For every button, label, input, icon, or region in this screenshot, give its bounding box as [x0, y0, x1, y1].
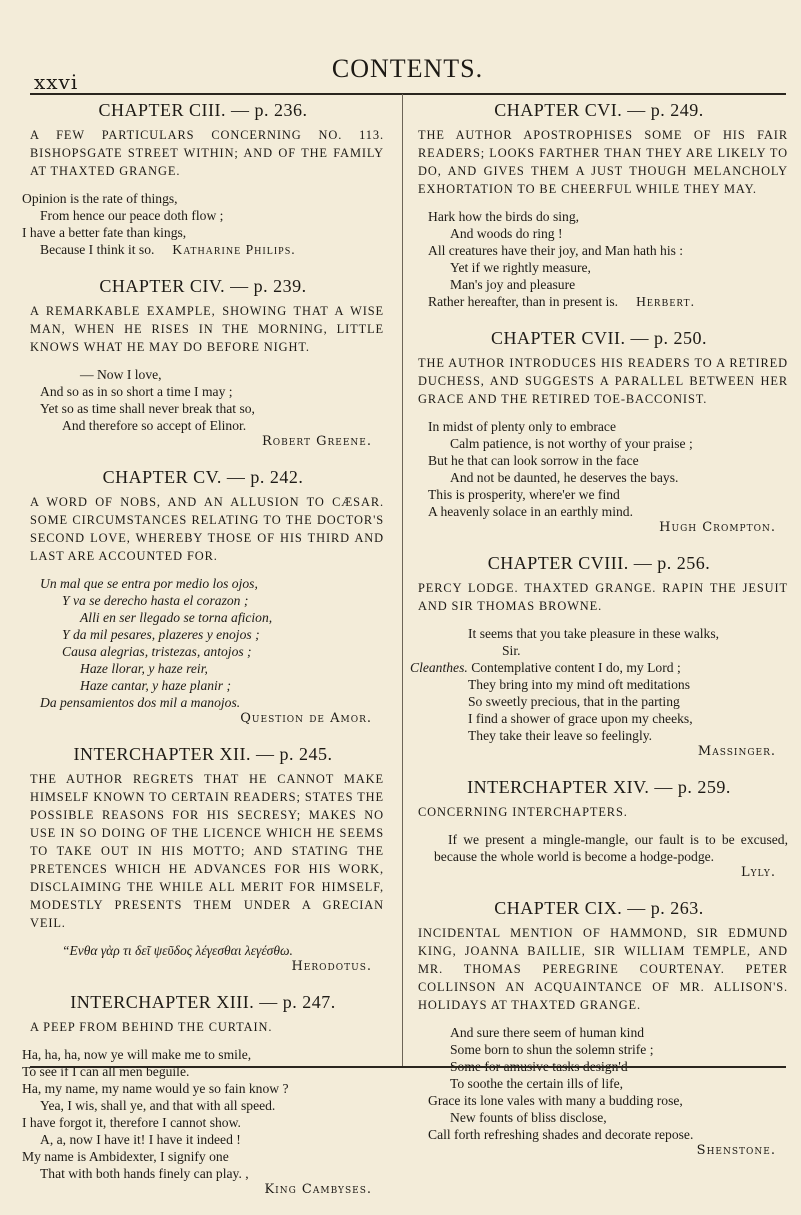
chapter-summary: THE AUTHOR REGRETS THAT HE CANNOT MAKE HIMSELF KNOWN TO CERTAIN READERS; STATES THE POSSIBLE REASONS FOR HIS SECRESY; MAKES NO USE IN SO DOING OF THE LICENCE WHICH HE SEEMS TO TAKE OUT IN HIS MOTTO; AND STATING THE PRETENCES WHICH HE ADVANCES FOR HIS WORK, DISCLAIMING THE WHILE ALL MERIT FOR HIMSELF, MODESTLY PRESENTS THEM UNDER A GRECIAN VEIL. — [30, 772, 384, 930]
verse-text: This is prosperity, where'er we find — [428, 487, 620, 502]
verse-text: Ha, my name, my name would ye so fain know ? — [22, 1081, 289, 1096]
verse-line — [22, 626, 384, 643]
chapter-section — [410, 553, 788, 759]
verse-line — [22, 609, 384, 626]
chapter-section — [22, 276, 384, 449]
verse-epigraph — [22, 575, 384, 711]
verse-text: — Now I love, — [80, 367, 162, 382]
verse-text: In midst of plenty only to embrace — [428, 419, 617, 434]
verse-text: My name is Ambidexter, I signify one — [22, 1149, 229, 1164]
greek-epigraph: “Ενθα γὰρ τι δεῖ ψεῦδος λέγεσθαι λεγέσθω. — [62, 943, 293, 958]
verse-line — [410, 1092, 788, 1109]
verse-text: Causa alegrias, tristezas, antojos ; — [62, 644, 252, 659]
verse-epigraph — [22, 366, 384, 434]
verse-line — [22, 400, 384, 417]
verse-text: Y va se derecho hasta el corazon ; — [62, 593, 249, 608]
verse-line — [22, 1114, 384, 1131]
verse-line — [410, 418, 788, 435]
verse-text: I have a better fate than kings, — [22, 225, 187, 240]
verse-text: Ha, ha, ha, now ye will make me to smile, — [22, 1047, 252, 1062]
verse-line — [22, 207, 384, 224]
verse-text: Call forth refreshing shades and decorate repose. — [428, 1127, 694, 1142]
dialogue-text: They bring into my mind oft meditations — [468, 677, 691, 692]
verse-text: Yet if we rightly measure, — [450, 260, 591, 275]
dialogue-text: It seems that you take pleasure in these walks, — [468, 626, 720, 641]
epigraph-attribution: Hugh Crompton. — [659, 520, 776, 535]
verse-text: A, a, now I have it! I have it indeed ! — [40, 1132, 241, 1147]
chapter-summary: CONCERNING INTERCHAPTERS. — [418, 805, 628, 819]
verse-line — [410, 242, 788, 259]
chapter-section — [22, 744, 384, 974]
verse-line — [22, 643, 384, 660]
verse-line — [22, 1148, 384, 1165]
running-head: CONTENTS. — [331, 54, 484, 83]
verse-text: Calm patience, is not worthy of your praise ; — [450, 436, 693, 451]
dialogue-text: Sir. — [502, 643, 521, 658]
bottom-rule — [30, 1066, 786, 1068]
verse-text: From hence our peace doth flow ; — [40, 208, 224, 223]
chapter-heading: INTERCHAPTER XII. — p. 245. — [73, 744, 333, 764]
verse-text: But he that can look sorrow in the face — [428, 453, 639, 468]
verse-line — [410, 276, 788, 293]
verse-text: All creatures have their joy, and Man hath his : — [428, 243, 684, 258]
verse-line — [22, 224, 384, 241]
verse-epigraph — [410, 1024, 788, 1143]
verse-line — [22, 575, 384, 592]
chapter-section — [22, 100, 384, 258]
verse-text: Some born to shun the solemn strife ; — [450, 1042, 654, 1057]
verse-line — [22, 677, 384, 694]
verse-text: Grace its lone vales with many a budding rose, — [428, 1093, 683, 1108]
epigraph-attribution: Lyly. — [740, 865, 776, 880]
right-column — [410, 100, 788, 1176]
verse-line — [410, 208, 788, 225]
column-divider — [402, 94, 403, 1066]
chapter-heading: CHAPTER CIII. — p. 236. — [98, 100, 308, 120]
chapter-heading: INTERCHAPTER XIII. — p. 247. — [70, 992, 336, 1012]
verse-text: Alli en ser llegado se torna aficion, — [80, 610, 273, 625]
top-rule — [30, 93, 786, 95]
chapter-summary: THE AUTHOR APOSTROPHISES SOME OF HIS FAIR READERS; LOOKS FARTHER THAN THEY ARE LIKELY TO DO, AND GIVES THEM A JUST THOUGH MELANCHOLY EXHORTATION TO BE CHEERFUL WHILE THEY MAY. — [418, 128, 788, 196]
verse-line — [410, 452, 788, 469]
verse-line — [22, 1080, 384, 1097]
verse-text: And sure there seem of human kind — [450, 1025, 645, 1040]
verse-line — [22, 694, 384, 711]
verse-line — [410, 1041, 788, 1058]
verse-text: Yea, I wis, shall ye, and that with all speed. — [40, 1098, 276, 1113]
verse-line — [22, 592, 384, 609]
epigraph-attribution: Question de Amor. — [240, 711, 372, 726]
dialogue-line — [410, 659, 788, 676]
chapter-section — [22, 992, 384, 1197]
chapter-summary: A WORD OF NOBS, AND AN ALLUSION TO CÆSAR. SOME CIRCUMSTANCES RELATING TO THE DOCTOR'S SECOND LOVE, WHEREBY THOSE OF HIS THIRD AND LAST ARE ACCOUNTED FOR. — [30, 495, 384, 563]
verse-line — [410, 225, 788, 242]
verse-line — [410, 435, 788, 452]
chapter-summary: A FEW PARTICULARS CONCERNING NO. 113. BISHOPSGATE STREET WITHIN; AND OF THE FAMILY AT THAXTED GRANGE. — [30, 128, 384, 178]
verse-text: New founts of bliss disclose, — [450, 1110, 607, 1125]
verse-line — [22, 1131, 384, 1148]
chapter-section — [410, 100, 788, 310]
verse-line — [410, 486, 788, 503]
chapter-heading: INTERCHAPTER XIV. — p. 259. — [467, 777, 731, 797]
verse-text: I have forgot it, therefore I cannot show. — [22, 1115, 241, 1130]
chapter-heading: CHAPTER CVIII. — p. 256. — [487, 553, 711, 573]
verse-line — [410, 1126, 788, 1143]
verse-text: A heavenly solace in an earthly mind. — [428, 504, 633, 519]
verse-text: Haze llorar, y haze reir, — [80, 661, 208, 676]
chapter-heading: CHAPTER CVII. — p. 250. — [490, 328, 707, 348]
dialogue-line — [410, 693, 788, 710]
verse-line — [22, 660, 384, 677]
epigraph-attribution: Katharine Philips. — [172, 242, 296, 257]
verse-text: Man's joy and pleasure — [450, 277, 576, 292]
verse-text: And therefore so accept of Elinor. — [62, 418, 247, 433]
page-header — [22, 50, 793, 94]
verse-text: Yet so as time shall never break that so, — [40, 401, 255, 416]
verse-text: That with both hands finely can play. , — [40, 1166, 249, 1181]
chapter-summary: INCIDENTAL MENTION OF HAMMOND, SIR EDMUND KING, JOANNA BAILLIE, SIR WILLIAM TEMPLE, AND MR. THOMAS PEREGRINE COURTENAY. PETER COLLINSON AN ACQUAINTANCE OF MR. ALLISON'S. HOLIDAYS AT THAXTED GRANGE. — [418, 926, 788, 1012]
dialogue-line — [410, 642, 788, 659]
epigraph-attribution: Herodotus. — [291, 959, 372, 974]
verse-line — [22, 366, 384, 383]
chapter-summary: THE AUTHOR INTRODUCES HIS READERS TO A RETIRED DUCHESS, AND SUGGESTS A PARALLEL BETWEEN HER GRACE AND THE RETIRED TOE-BACCONIST. — [418, 356, 788, 406]
page-number: xxvi — [34, 70, 79, 94]
chapter-heading: CHAPTER CV. — p. 242. — [102, 467, 304, 487]
chapter-summary: PERCY LODGE. THAXTED GRANGE. RAPIN THE JESUIT AND SIR THOMAS BROWNE. — [418, 581, 788, 613]
epigraph-attribution: Herbert. — [636, 294, 696, 309]
epigraph-attribution: Shenstone. — [696, 1143, 776, 1158]
chapter-summary: A PEEP FROM BEHIND THE CURTAIN. — [30, 1020, 273, 1034]
speaker-name: Cleanthes. — [410, 660, 468, 675]
verse-line — [22, 241, 384, 258]
verse-text: And not be daunted, he deserves the bays. — [450, 470, 679, 485]
verse-line — [410, 1109, 788, 1126]
prose-epigraph: If we present a mingle-mangle, our fault is to be excused, because the whole world is become a hodge-podge. — [434, 832, 788, 864]
dialogue-text: I find a shower of grace upon my cheeks, — [468, 711, 693, 726]
dialogue-text: Contemplative content I do, my Lord ; — [471, 660, 681, 675]
verse-line — [410, 293, 788, 310]
verse-text: To see if I can all men beguile. — [22, 1064, 190, 1079]
verse-text: Un mal que se entra por medio los ojos, — [40, 576, 258, 591]
epigraph-attribution: Robert Greene. — [262, 434, 372, 449]
chapter-summary: A REMARKABLE EXAMPLE, SHOWING THAT A WISE MAN, WHEN HE RISES IN THE MORNING, LITTLE KNOWS WHAT HE MAY DO BEFORE NIGHT. — [30, 304, 384, 354]
verse-line — [22, 417, 384, 434]
chapter-section — [410, 898, 788, 1158]
verse-text: Haze cantar, y haze planir ; — [80, 678, 232, 693]
verse-epigraph — [410, 418, 788, 520]
chapter-heading: CHAPTER CIX. — p. 263. — [494, 898, 704, 918]
dialogue-epigraph — [410, 625, 788, 744]
verse-text: And woods do ring ! — [450, 226, 563, 241]
verse-line — [410, 1075, 788, 1092]
verse-line — [410, 1024, 788, 1041]
chapter-section — [410, 328, 788, 535]
verse-line — [410, 469, 788, 486]
verse-text: And so as in so short a time I may ; — [40, 384, 233, 399]
verse-line — [410, 259, 788, 276]
verse-text: Da pensamientos dos mil a manojos. — [40, 695, 241, 710]
verse-text: Rather hereafter, than in present is. — [428, 294, 619, 309]
left-column — [22, 100, 384, 1215]
epigraph-attribution: King Cambyses. — [264, 1182, 372, 1197]
verse-line — [22, 1046, 384, 1063]
dialogue-line — [410, 710, 788, 727]
verse-text: Y da mil pesares, plazeres y enojos ; — [62, 627, 260, 642]
epigraph-attribution: Massinger. — [697, 744, 776, 759]
dialogue-line — [410, 727, 788, 744]
chapter-section — [22, 467, 384, 726]
verse-line — [22, 383, 384, 400]
verse-text: To soothe the certain ills of life, — [450, 1076, 624, 1091]
chapter-heading: CHAPTER CIV. — p. 239. — [99, 276, 307, 296]
verse-line — [22, 1165, 384, 1182]
verse-text: Some for amusive tasks design'd — [450, 1059, 628, 1074]
verse-line — [22, 1097, 384, 1114]
verse-text: Hark how the birds do sing, — [428, 209, 580, 224]
chapter-section — [410, 777, 788, 880]
verse-line — [22, 190, 384, 207]
verse-epigraph — [22, 190, 384, 258]
dialogue-text: They take their leave so feelingly. — [468, 728, 653, 743]
verse-epigraph — [410, 208, 788, 310]
dialogue-text: So sweetly precious, that in the parting — [468, 694, 680, 709]
chapter-heading: CHAPTER CVI. — p. 249. — [494, 100, 704, 120]
dialogue-line — [410, 625, 788, 642]
verse-text: Opinion is the rate of things, — [22, 191, 178, 206]
verse-line — [410, 503, 788, 520]
verse-text: Because I think it so. — [40, 242, 155, 257]
dialogue-line — [410, 676, 788, 693]
